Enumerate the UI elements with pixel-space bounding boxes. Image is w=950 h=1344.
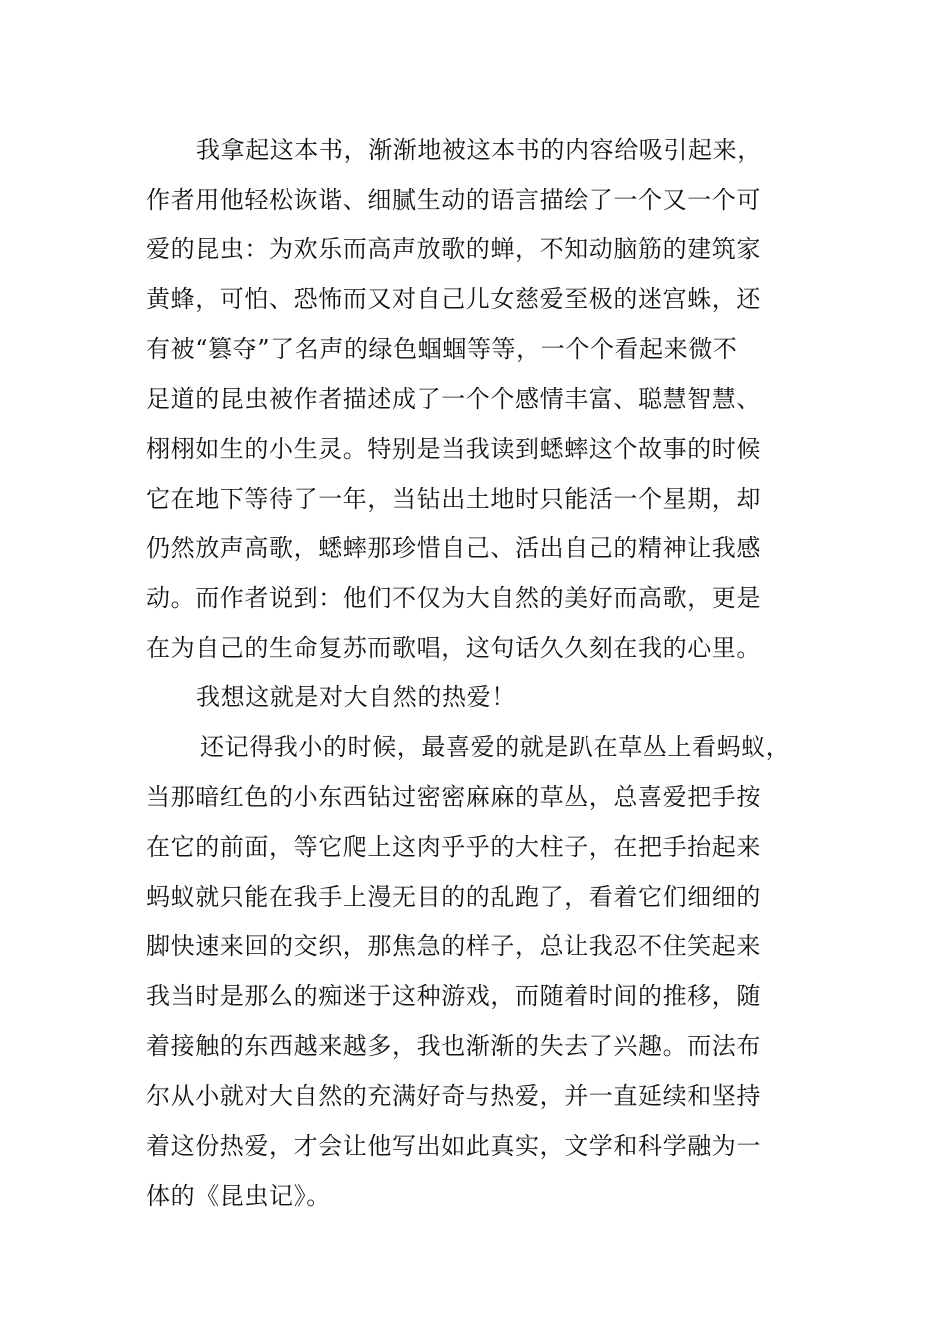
text-line: 在为自己的生命复苏而歌唱，这句话久久刻在我的心里。: [146, 634, 761, 662]
text-line: 尔从小就对大自然的充满好奇与热爱，并一直延续和坚持: [146, 1082, 761, 1110]
text-line: 我当时是那么的痴迷于这种游戏，而随着时间的推移，随: [146, 982, 761, 1010]
text-line: 体的《昆虫记》。: [146, 1182, 331, 1210]
text-line: 当那暗红色的小东西钻过密密麻麻的草丛，总喜爱把手按: [146, 783, 761, 811]
text-line: 蚂蚁就只能在我手上漫无目的的乱跑了，看着它们细细的: [146, 883, 761, 911]
text-line: 我想这就是对大自然的热爱！: [196, 683, 516, 711]
text-line: 栩栩如生的小生灵。特别是当我读到蟋蟀这个故事的时候: [146, 435, 761, 463]
text-line: 脚快速来回的交织，那焦急的样子，总让我忍不住笑起来: [146, 932, 761, 960]
text-line: 着这份热爱，才会让他写出如此真实，文学和科学融为一: [146, 1132, 761, 1160]
text-line: 足道的昆虫被作者描述成了一个个感情丰富、聪慧智慧、: [146, 385, 761, 413]
text-line: 黄蜂，可怕、恐怖而又对自己儿女慈爱至极的迷宫蛛，还: [146, 285, 761, 313]
text-line: 爱的昆虫：为欢乐而高声放歌的蝉，不知动脑筋的建筑家: [146, 235, 761, 263]
text-line: 作者用他轻松诙谐、细腻生动的语言描绘了一个又一个可: [146, 186, 761, 214]
text-line: 它在地下等待了一年，当钻出土地时只能活一个星期，却: [146, 485, 761, 513]
text-line: 在它的前面，等它爬上这肉乎乎的大柱子，在把手抬起来: [146, 833, 761, 861]
text-line: 着接触的东西越来越多，我也渐渐的失去了兴趣。而法布: [146, 1032, 761, 1060]
text-line: 仍然放声高歌，蟋蟀那珍惜自己、活出自己的精神让我感: [146, 534, 761, 562]
text-line: 有被“篡夺”了名声的绿色蝈蝈等等，一个个看起来微不: [146, 335, 738, 363]
text-line: 动。而作者说到：他们不仅为大自然的美好而高歌，更是: [146, 584, 761, 612]
text-line: 我拿起这本书，渐渐地被这本书的内容给吸引起来，: [196, 136, 762, 164]
text-line: 还记得我小的时候，最喜爱的就是趴在草丛上看蚂蚁，: [200, 733, 791, 761]
